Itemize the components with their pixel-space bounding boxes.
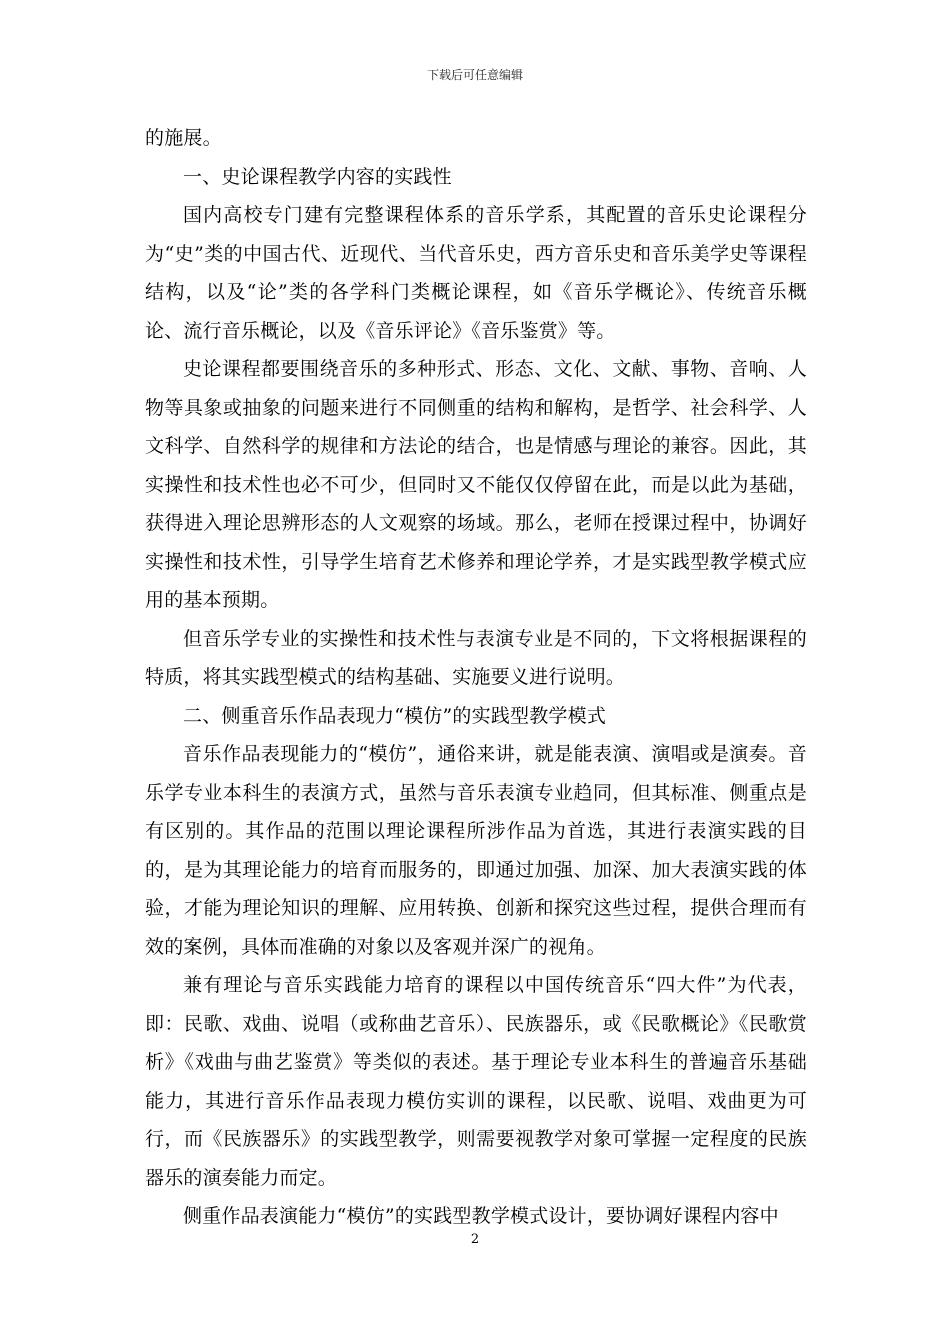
- section-heading-1: 一、史论课程教学内容的实践性: [183, 165, 452, 188]
- paragraph: 兼有理论与音乐实践能力培育的课程以中国传统音乐“四大件”为代表，即：民歌、戏曲、说唱（或称曲艺音乐）、民族器乐，或《民歌概论》《民歌赏析》《戏曲与曲艺鉴赏》等类似的表述。基于理论专业本科生的普遍音乐基础能力，其进行音乐作品表现力模仿实训的课程，以民歌、说唱、戏曲更为可行，而《民族器乐》的实践型教学，则需要视教学对象可掌握一定程度的民族器乐的演奏能力而定。: [145, 974, 807, 1189]
- page-header: 下载后可任意编辑: [426, 68, 523, 82]
- paragraph: 侧重作品表演能力“模仿”的实践型教学模式设计，要协调好课程内容中: [183, 1205, 779, 1227]
- page-number: 2: [470, 1232, 480, 1247]
- paragraph: 但音乐学专业的实操性和技术性与表演专业是不同的，下文将根据课程的特质，将其实践型模式的结构基础、实施要义进行说明。: [145, 627, 807, 688]
- section-heading-2: 二、侧重音乐作品表现力“模仿”的实践型教学模式: [183, 704, 607, 727]
- paragraph: 国内高校专门建有完整课程体系的音乐学系，其配置的音乐史论课程分为“史”类的中国古代、近现代、当代音乐史，西方音乐史和音乐美学史等课程结构，以及“论”类的各学科门类概论课程，如《音乐学概论》、传统音乐概论、流行音乐概论，以及《音乐评论》《音乐鉴赏》等。: [145, 204, 807, 342]
- paragraph: 音乐作品表现能力的“模仿”，通俗来讲，就是能表演、演唱或是演奏。音乐学专业本科生的表演方式，虽然与音乐表演专业趋同，但其标准、侧重点是有区别的。其作品的范围以理论课程所涉作品为首选，其进行表演实践的目的，是为其理论能力的培育而服务的，即通过加强、加深、加大表演实践的体验，才能为理论知识的理解、应用转换、创新和探究这些过程，提供合理而有效的案例，具体而准确的对象以及客观并深广的视角。: [145, 743, 807, 958]
- document-body: [145, 119, 807, 1236]
- paragraph: 史论课程都要围绕音乐的多种形式、形态、文化、文献、事物、音响、人物等具象或抽象的问题来进行不同侧重的结构和解构，是哲学、社会科学、人文科学、自然科学的规律和方法论的结合，也是情感与理论的兼容。因此，其实操性和技术性也必不可少，但同时又不能仅仅停留在此，而是以此为基础，获得进入理论思辨形态的人文观察的场域。那么，老师在授课过程中，协调好实操性和技术性，引导学生培育艺术修养和理论学养，才是实践型教学模式应用的基本预期。: [145, 358, 807, 611]
- paragraph-continuation: 的施展。: [145, 127, 222, 149]
